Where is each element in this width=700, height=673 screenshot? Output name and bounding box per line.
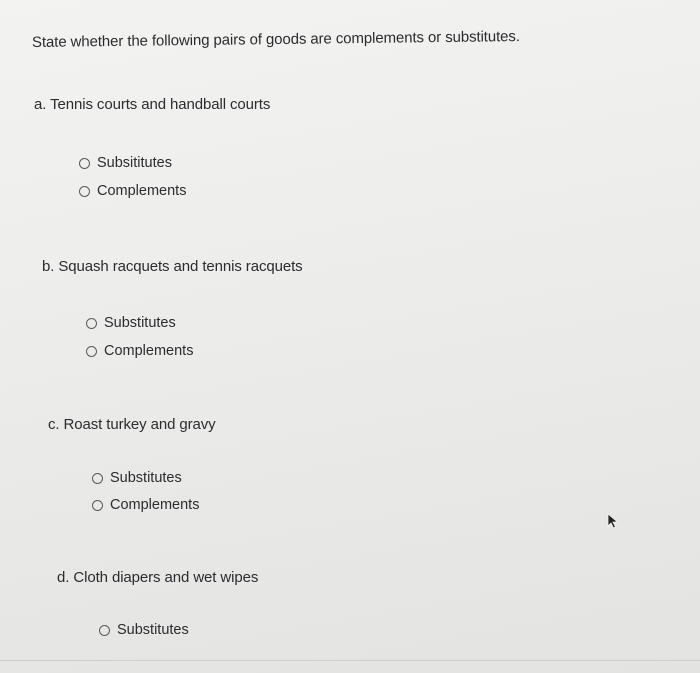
option-label: Substitutes [117,622,189,638]
question-b-option-substitutes[interactable] [86,315,176,331]
question-c-text: c. Roast turkey and gravy [48,416,216,433]
radio-unselected-icon[interactable] [92,500,103,511]
question-a-option-substitutes[interactable] [79,155,172,171]
question-a-option-complements[interactable] [79,183,186,199]
question-b-option-complements[interactable] [86,343,193,359]
option-label: Subsititutes [97,155,172,171]
option-label: Complements [110,497,200,513]
page-bottom-divider [0,660,700,661]
question-prompt: State whether the following pairs of goods are complements or substitutes. [31,28,520,51]
option-label: Substitutes [110,470,182,486]
radio-unselected-icon[interactable] [86,346,97,357]
question-c-option-complements[interactable] [92,497,199,513]
option-label: Complements [104,343,194,359]
option-label: Complements [97,183,187,199]
question-b-text: b. Squash racquets and tennis racquets [42,258,303,275]
question-d-text: d. Cloth diapers and wet wipes [57,569,259,586]
question-a-text: a. Tennis courts and handball courts [34,96,271,113]
option-label: Substitutes [104,315,176,331]
radio-unselected-icon[interactable] [79,158,90,169]
mouse-pointer-icon [606,513,620,529]
radio-unselected-icon[interactable] [79,186,90,197]
radio-unselected-icon[interactable] [99,625,110,636]
radio-unselected-icon[interactable] [92,473,103,484]
question-c-option-substitutes[interactable] [92,470,182,486]
question-d-option-substitutes[interactable] [99,622,189,638]
radio-unselected-icon[interactable] [86,318,97,329]
